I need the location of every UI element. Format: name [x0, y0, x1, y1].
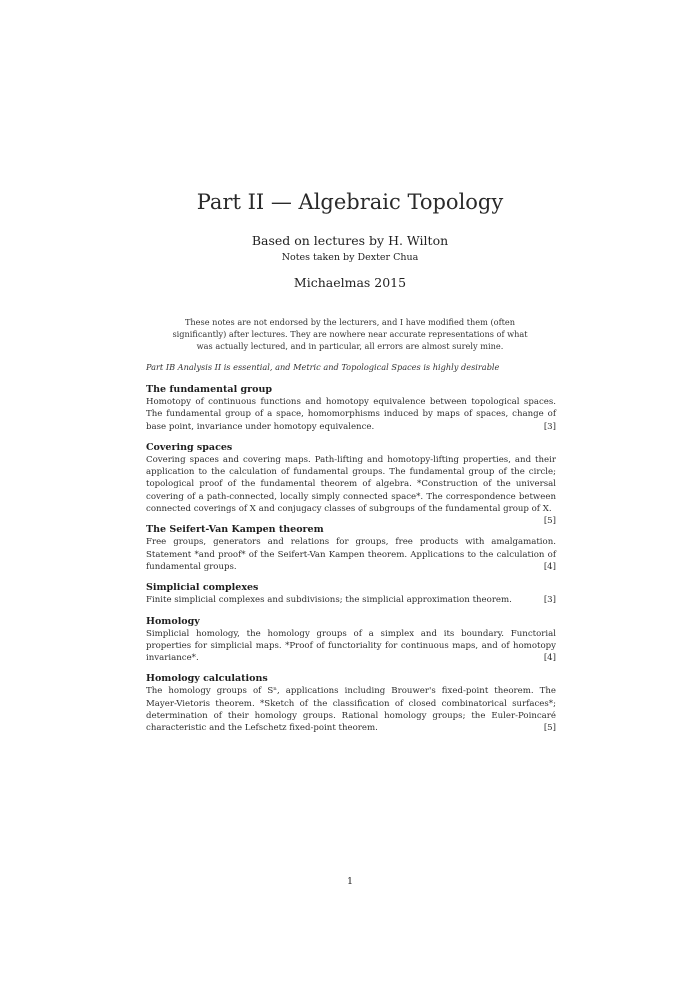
syllabus-section	[146, 673, 556, 734]
document-title: Part II — Algebraic Topology	[196, 190, 504, 214]
notes-author: Notes taken by Dexter Chua	[281, 252, 419, 263]
syllabus-section	[146, 441, 556, 527]
lecture-count: [5]	[543, 516, 556, 527]
page-number: 1	[346, 876, 354, 887]
syllabus-sections	[146, 384, 556, 744]
section-description: Covering spaces and covering maps. Path-lifting and homotopy-lifting properties, and their application to the calculation of fundamental groups. The fundamental group of the circle; topological proof of the fundamental theorem of algebra. *Construction of the universal covering of a path-connected, locally simply connected space*. The correspondence between connected coverings of X and conjugacy classes of subgroups of the fundamental group of X.	[146, 454, 556, 515]
lecture-count: [5]	[543, 723, 556, 734]
section-body	[146, 628, 556, 665]
term-date: Michaelmas 2015	[293, 275, 407, 290]
section-body	[146, 594, 556, 606]
section-description: The homology groups of Sⁿ, applications including Brouwer's fixed-point theorem. The Mayer-Vietoris theorem. *Sketch of the classification of closed combinatorical surfaces*; determination of their homology groups. Rational homology groups; the Euler-Poincaré characteristic and the Lefschetz fixed-point theorem.	[146, 686, 556, 734]
section-body	[146, 454, 556, 527]
section-title: The Seifert-Van Kampen theorem	[146, 524, 324, 536]
syllabus-section	[146, 384, 556, 433]
syllabus-section	[146, 524, 556, 573]
lecturer-credit: Based on lectures by H. Wilton	[251, 233, 449, 248]
section-description: Finite simplicial complexes and subdivisions; the simplicial approximation theorem.	[146, 595, 512, 606]
section-description: Free groups, generators and relations for groups, free products with amalgamation. Statement *and proof* of the Seifert-Van Kampen theorem. Applications to the calculation of fundamental groups.	[146, 537, 556, 572]
lecture-count: [3]	[543, 595, 556, 606]
lecture-count: [3]	[543, 421, 556, 432]
section-title: Homology	[146, 615, 200, 627]
syllabus-section	[146, 616, 556, 665]
section-body	[146, 536, 556, 573]
section-title: Simplicial complexes	[146, 582, 259, 594]
prerequisites-note: Part IB Analysis II is essential, and Metric and Topological Spaces is highly desirable	[146, 362, 500, 372]
section-description: Homotopy of continuous functions and homotopy equivalence between topological spaces. The fundamental group of a space, homomorphisms induced by maps of spaces, change of base point, invariance under homotopy equivalence.	[146, 397, 556, 432]
syllabus-section	[146, 582, 556, 606]
section-title: Covering spaces	[146, 441, 233, 453]
section-title: The fundamental group	[146, 384, 273, 395]
section-title: Homology calculations	[146, 673, 268, 685]
disclaimer-text: These notes are not endorsed by the lecturers, and I have modified them (often significantly) after lectures. They are nowhere near accurate representations of what was actually lectured, and in particular, all errors are almost surely mine.	[172, 317, 528, 351]
lecture-count: [4]	[543, 653, 556, 664]
section-body	[146, 396, 556, 433]
section-body	[146, 685, 556, 734]
lecture-count: [4]	[543, 561, 556, 572]
section-description: Simplicial homology, the homology groups of a simplex and its boundary. Functorial properties for simplicial maps. *Proof of functoriality for continuous maps, and of homotopy invariance*.	[146, 628, 556, 664]
